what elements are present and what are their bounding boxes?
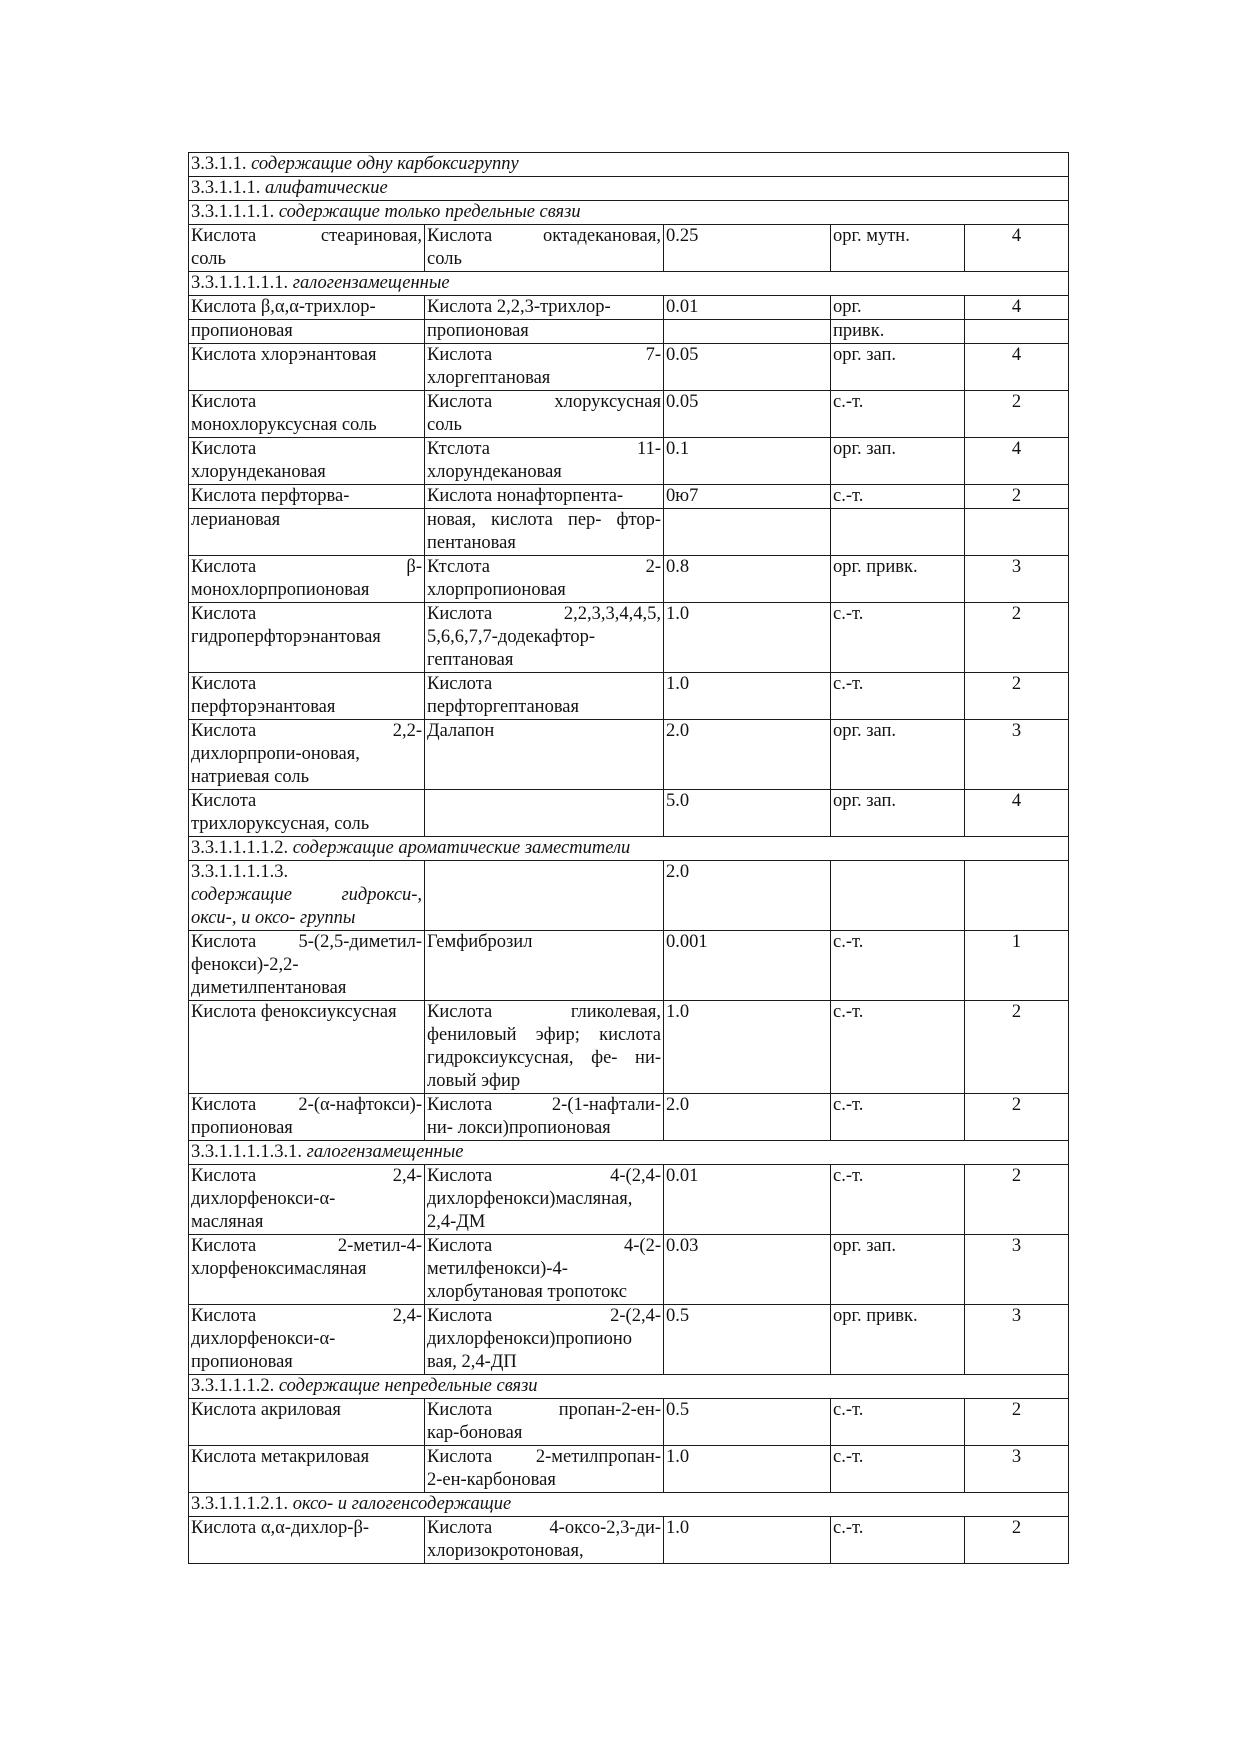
cell-line: кар-боновая (427, 1423, 523, 1443)
cell-line: Кислота 2-(1-нафтали- (427, 1095, 661, 1115)
hazard-class-cell: 4 (965, 296, 1069, 320)
section-title: содержащие непредельные связи (278, 1376, 538, 1396)
cell-line: Кислота 2,2- (191, 721, 422, 741)
cell-line: Кислота (191, 392, 257, 412)
section-row (189, 272, 1069, 296)
cell-line: дихлорфенокси)пропионо (427, 1329, 633, 1349)
cell-line: Кислота 2-метил-4- (191, 1236, 422, 1256)
substance-name-cell (189, 790, 425, 837)
concentration-cell: 0.25 (664, 225, 831, 272)
cell-line: Кислота 2-(α-нафтокси)- (191, 1095, 422, 1115)
table-row (189, 790, 1069, 837)
section-code: 3.3.1.1.1.1. (191, 202, 275, 222)
table-row (189, 1235, 1069, 1305)
cell-line: Кислота (191, 439, 257, 459)
cell-line: ни- локси)пропионовая (427, 1118, 611, 1138)
concentration-cell: 0.1 (664, 438, 831, 485)
section-title: галогензамещенные (292, 273, 450, 293)
section-title: оксо- и галогенсодержащие (292, 1494, 512, 1514)
substance-name-cell (189, 320, 425, 344)
hazard-class-cell: 3 (965, 556, 1069, 603)
cell-line: Кислота β,α,α-трихлор- (191, 297, 376, 317)
synonym-cell (425, 1165, 664, 1235)
section-row (189, 153, 1069, 177)
cell-line: перфторэнантовая (191, 697, 336, 717)
table-row (189, 320, 1069, 344)
section-code: 3.3.1.1.1.2.1. (191, 1494, 289, 1514)
concentration-cell: 0.001 (664, 931, 831, 1001)
cell-line: 5,6,6,7,7-додекафтор- (427, 627, 596, 647)
hazard-class-cell (965, 861, 1069, 931)
table-row (189, 931, 1069, 1001)
section-code: 3.3.1.1.1.2. (191, 1376, 275, 1396)
cell-line: хлорфеноксимасляная (191, 1259, 367, 1279)
synonym-cell (425, 1235, 664, 1305)
cell-line: Кислота гликолевая, (427, 1002, 661, 1022)
substance-name-cell (189, 1094, 425, 1141)
substance-name-cell (189, 1446, 425, 1493)
hazard-indicator-cell: с.-т. (831, 1165, 965, 1235)
synonym-cell (425, 1001, 664, 1094)
cell-line: содержащие гидрокси-, (191, 885, 422, 905)
cell-line: масляная (191, 1212, 264, 1232)
concentration-cell: 5.0 (664, 790, 831, 837)
cell-line: Кислота 7- (427, 345, 661, 365)
cell-line: пропионовая (427, 321, 529, 341)
hazard-indicator-cell: с.-т. (831, 1001, 965, 1094)
cell-line: Кислота 4-(2- (427, 1236, 661, 1256)
substance-name-cell (189, 225, 425, 272)
concentration-cell: 0ю7 (664, 485, 831, 509)
section-heading (189, 1375, 1069, 1399)
substance-name-cell (189, 438, 425, 485)
cell-line: Кислота 4-оксо-2,3-ди- (427, 1518, 661, 1538)
cell-line: фенокси)-2,2- (191, 955, 299, 975)
hazard-class-cell: 3 (965, 1446, 1069, 1493)
hazard-class-cell: 4 (965, 344, 1069, 391)
hazard-class-cell: 3 (965, 720, 1069, 790)
hazard-indicator-cell: орг. зап. (831, 720, 965, 790)
substance-name-cell (189, 1517, 425, 1564)
substance-name-cell (189, 1165, 425, 1235)
hazard-class-cell: 2 (965, 1517, 1069, 1564)
section-title: содержащие одну карбоксигруппу (251, 154, 519, 174)
cell-line: Ктслота 11- (427, 439, 661, 459)
synonym-cell (425, 391, 664, 438)
cell-line: метилфенокси)-4- (427, 1259, 568, 1279)
table-row (189, 603, 1069, 673)
cell-line: дихлорфенокси-α- (191, 1329, 336, 1349)
substance-name-cell (189, 296, 425, 320)
concentration-cell: 2.0 (664, 1094, 831, 1141)
cell-line: монохлоруксусная соль (191, 415, 377, 435)
concentration-cell: 1.0 (664, 1517, 831, 1564)
table-row (189, 861, 1069, 931)
hazard-indicator-cell: орг. (831, 296, 965, 320)
hazard-indicator-cell: с.-т. (831, 1399, 965, 1446)
section-row (189, 201, 1069, 225)
substance-name-cell (189, 1305, 425, 1375)
table-row (189, 438, 1069, 485)
concentration-cell: 0.5 (664, 1399, 831, 1446)
synonym-cell (425, 1305, 664, 1375)
hazard-class-cell: 2 (965, 673, 1069, 720)
section-row (189, 1493, 1069, 1517)
cell-line: Кислота 2,2,3,3,4,4,5, (427, 604, 661, 624)
cell-line: пентановая (427, 533, 516, 553)
cell-line: соль (427, 249, 462, 269)
document-table (188, 152, 1069, 1564)
hazard-indicator-cell: с.-т. (831, 1446, 965, 1493)
cell-line: пропионовая (191, 321, 293, 341)
cell-line: Гемфиброзил (427, 932, 533, 952)
hazard-class-cell: 2 (965, 1399, 1069, 1446)
hazard-class-cell: 2 (965, 391, 1069, 438)
cell-line: гидроксиуксусная, фе- ни- (427, 1048, 661, 1068)
synonym-cell (425, 790, 664, 837)
cell-line: Кислота октадекановая, (427, 226, 661, 246)
table-row (189, 1517, 1069, 1564)
hazard-class-cell: 4 (965, 438, 1069, 485)
cell-line: Кислота пропан-2-ен- (427, 1400, 661, 1420)
cell-line: хлорундекановая (427, 462, 562, 482)
cell-line: гептановая (427, 650, 514, 670)
section-row (189, 177, 1069, 201)
section-heading (189, 272, 1069, 296)
hazard-class-cell: 2 (965, 485, 1069, 509)
concentration-cell: 2.0 (664, 861, 831, 931)
section-heading (189, 153, 1069, 177)
synonym-cell (425, 1094, 664, 1141)
hazard-indicator-cell: орг. мутн. (831, 225, 965, 272)
cell-line: Кислота α,α-дихлор-β- (191, 1518, 370, 1538)
concentration-cell: 2.0 (664, 720, 831, 790)
cell-line: фениловый эфир; кислота (427, 1025, 661, 1045)
section-title: содержащие ароматические заместители (292, 838, 631, 858)
concentration-cell: 1.0 (664, 603, 831, 673)
hazard-class-cell: 4 (965, 790, 1069, 837)
cell-line: натриевая соль (191, 767, 310, 787)
concentration-cell: 0.03 (664, 1235, 831, 1305)
substance-name-cell (189, 861, 425, 931)
substance-name-cell (189, 391, 425, 438)
section-heading (189, 837, 1069, 861)
cell-line: соль (191, 249, 226, 269)
section-code: 3.3.1.1. (191, 154, 247, 174)
synonym-cell (425, 1446, 664, 1493)
table-row (189, 344, 1069, 391)
hazard-indicator-cell: орг. зап. (831, 1235, 965, 1305)
cell-line: диметилпентановая (191, 978, 347, 998)
hazard-indicator-cell: с.-т. (831, 391, 965, 438)
cell-line: вая, 2,4-ДП (427, 1352, 517, 1372)
table-row (189, 1094, 1069, 1141)
table-body (189, 153, 1069, 1564)
substance-name-cell (189, 603, 425, 673)
cell-line: новая, кислота пер- фтор- (427, 510, 661, 530)
concentration-cell: 1.0 (664, 1001, 831, 1094)
table-row (189, 509, 1069, 556)
section-row (189, 837, 1069, 861)
cell-line: 3.3.1.1.1.1.3. (191, 862, 289, 882)
synonym-cell (425, 296, 664, 320)
concentration-cell (664, 509, 831, 556)
cell-line: Кислота 4-(2,4- (427, 1166, 661, 1186)
table-row (189, 1446, 1069, 1493)
cell-line: хлорпропионовая (427, 580, 566, 600)
cell-line: гидроперфторэнантовая (191, 627, 381, 647)
section-row (189, 1375, 1069, 1399)
cell-line: 2-ен-карбоновая (427, 1470, 556, 1490)
cell-line: Кислота β- (191, 557, 422, 577)
table-row (189, 485, 1069, 509)
hazard-indicator-cell: с.-т. (831, 1094, 965, 1141)
hazard-indicator-cell (831, 509, 965, 556)
hazard-indicator-cell: орг. привк. (831, 1305, 965, 1375)
synonym-cell (425, 556, 664, 603)
substance-name-cell (189, 344, 425, 391)
synonym-cell (425, 931, 664, 1001)
table-row (189, 1305, 1069, 1375)
hazard-class-cell: 3 (965, 1305, 1069, 1375)
section-title: алифатические (265, 178, 388, 198)
hazard-indicator-cell: привк. (831, 320, 965, 344)
concentration-cell: 0.01 (664, 1165, 831, 1235)
cell-line: Кислота 5-(2,5-диметил- (191, 932, 422, 952)
hazard-indicator-cell: орг. зап. (831, 438, 965, 485)
table-row (189, 720, 1069, 790)
table-row (189, 1001, 1069, 1094)
cell-line: Кислота (427, 674, 493, 694)
cell-line: Далапон (427, 721, 495, 741)
hazard-indicator-cell: с.-т. (831, 673, 965, 720)
cell-line: Кислота хлорэнантовая (191, 345, 377, 365)
cell-line: Кислота (191, 604, 257, 624)
cell-line: лериановая (191, 510, 281, 530)
substance-name-cell (189, 720, 425, 790)
hazard-indicator-cell: орг. зап. (831, 790, 965, 837)
substance-name-cell (189, 1235, 425, 1305)
cell-line: Кислота стеариновая, (191, 226, 422, 246)
synonym-cell (425, 320, 664, 344)
substance-name-cell (189, 1399, 425, 1446)
cell-line: хлоргептановая (427, 368, 551, 388)
substance-name-cell (189, 1001, 425, 1094)
section-code: 3.3.1.1.1.1.3.1. (191, 1142, 302, 1162)
section-heading (189, 177, 1069, 201)
substance-name-cell (189, 673, 425, 720)
cell-line: Ктслота 2- (427, 557, 661, 577)
hazard-class-cell: 2 (965, 603, 1069, 673)
hazard-class-cell: 1 (965, 931, 1069, 1001)
cell-line: Кислота 2,4- (191, 1166, 422, 1186)
synonym-cell (425, 673, 664, 720)
synonym-cell (425, 225, 664, 272)
section-title: содержащие только предельные связи (278, 202, 581, 222)
table-row (189, 673, 1069, 720)
cell-line: Кислота (191, 791, 257, 811)
section-code: 3.3.1.1.1.1.1. (191, 273, 289, 293)
synonym-cell (425, 344, 664, 391)
hazard-indicator-cell: с.-т. (831, 931, 965, 1001)
cell-line: окси-, и оксо- группы (191, 908, 356, 928)
cell-line: Кислота (191, 674, 257, 694)
synonym-cell (425, 861, 664, 931)
synonym-cell (425, 438, 664, 485)
substance-name-cell (189, 931, 425, 1001)
table-row (189, 556, 1069, 603)
table-row (189, 1399, 1069, 1446)
cell-line: Кислота 2,4- (191, 1306, 422, 1326)
concentration-cell: 0.8 (664, 556, 831, 603)
synonym-cell (425, 1399, 664, 1446)
hazard-class-cell: 3 (965, 1235, 1069, 1305)
concentration-cell (664, 320, 831, 344)
hazard-indicator-cell: с.-т. (831, 603, 965, 673)
section-heading (189, 1493, 1069, 1517)
section-title: галогензамещенные (306, 1142, 464, 1162)
table-row (189, 296, 1069, 320)
concentration-cell: 1.0 (664, 1446, 831, 1493)
hazard-class-cell: 4 (965, 225, 1069, 272)
cell-line: пропионовая (191, 1118, 293, 1138)
cell-line: хлоризокротоновая, (427, 1541, 584, 1561)
cell-line: Кислота нонафторпента- (427, 486, 624, 506)
synonym-cell (425, 603, 664, 673)
hazard-class-cell (965, 509, 1069, 556)
substance-name-cell (189, 509, 425, 556)
cell-line: Кислота метакриловая (191, 1447, 370, 1467)
synonym-cell (425, 485, 664, 509)
cell-line: Кислота феноксиуксусная (191, 1002, 397, 1022)
hazard-indicator-cell (831, 861, 965, 931)
cell-line: Кислота 2-метилпропан- (427, 1447, 661, 1467)
cell-line: дихлорфенокси)масляная, (427, 1189, 633, 1209)
substance-name-cell (189, 485, 425, 509)
concentration-cell: 1.0 (664, 673, 831, 720)
hazard-class-cell: 2 (965, 1165, 1069, 1235)
cell-line: Кислота акриловая (191, 1400, 341, 1420)
concentration-cell: 0.05 (664, 391, 831, 438)
section-code: 3.3.1.1.1. (191, 178, 261, 198)
concentration-cell: 0.01 (664, 296, 831, 320)
concentration-cell: 0.05 (664, 344, 831, 391)
cell-line: ловый эфир (427, 1071, 521, 1091)
cell-line: дихлорпропи-оновая, (191, 744, 360, 764)
cell-line: дихлорфенокси-α- (191, 1189, 336, 1209)
hazard-indicator-cell: с.-т. (831, 1517, 965, 1564)
table-row (189, 1165, 1069, 1235)
hazard-indicator-cell: орг. зап. (831, 344, 965, 391)
cell-line: Кислота 2-(2,4- (427, 1306, 661, 1326)
cell-line: пропионовая (191, 1352, 293, 1372)
concentration-cell: 0.5 (664, 1305, 831, 1375)
table-row (189, 225, 1069, 272)
hazard-class-cell: 2 (965, 1001, 1069, 1094)
hazard-indicator-cell: орг. привк. (831, 556, 965, 603)
cell-line: перфторгептановая (427, 697, 580, 717)
substance-name-cell (189, 556, 425, 603)
synonym-cell (425, 509, 664, 556)
cell-line: Кислота хлоруксусная (427, 392, 661, 412)
cell-line: монохлорпропионовая (191, 580, 370, 600)
cell-line: хлорундекановая (191, 462, 326, 482)
cell-line: соль (427, 415, 462, 435)
cell-line: трихлоруксусная, соль (191, 814, 370, 834)
section-row (189, 1141, 1069, 1165)
synonym-cell (425, 1517, 664, 1564)
hazard-class-cell (965, 320, 1069, 344)
cell-line: хлорбутановая тропотокс (427, 1282, 627, 1302)
synonym-cell (425, 720, 664, 790)
cell-line: Кислота 2,2,3-трихлор- (427, 297, 611, 317)
section-code: 3.3.1.1.1.1.2. (191, 838, 289, 858)
section-heading (189, 1141, 1069, 1165)
cell-line: 2,4-ДМ (427, 1212, 486, 1232)
hazard-indicator-cell: с.-т. (831, 485, 965, 509)
hazard-class-cell: 2 (965, 1094, 1069, 1141)
table-row (189, 391, 1069, 438)
cell-line: Кислота перфторва- (191, 486, 350, 506)
section-heading (189, 201, 1069, 225)
